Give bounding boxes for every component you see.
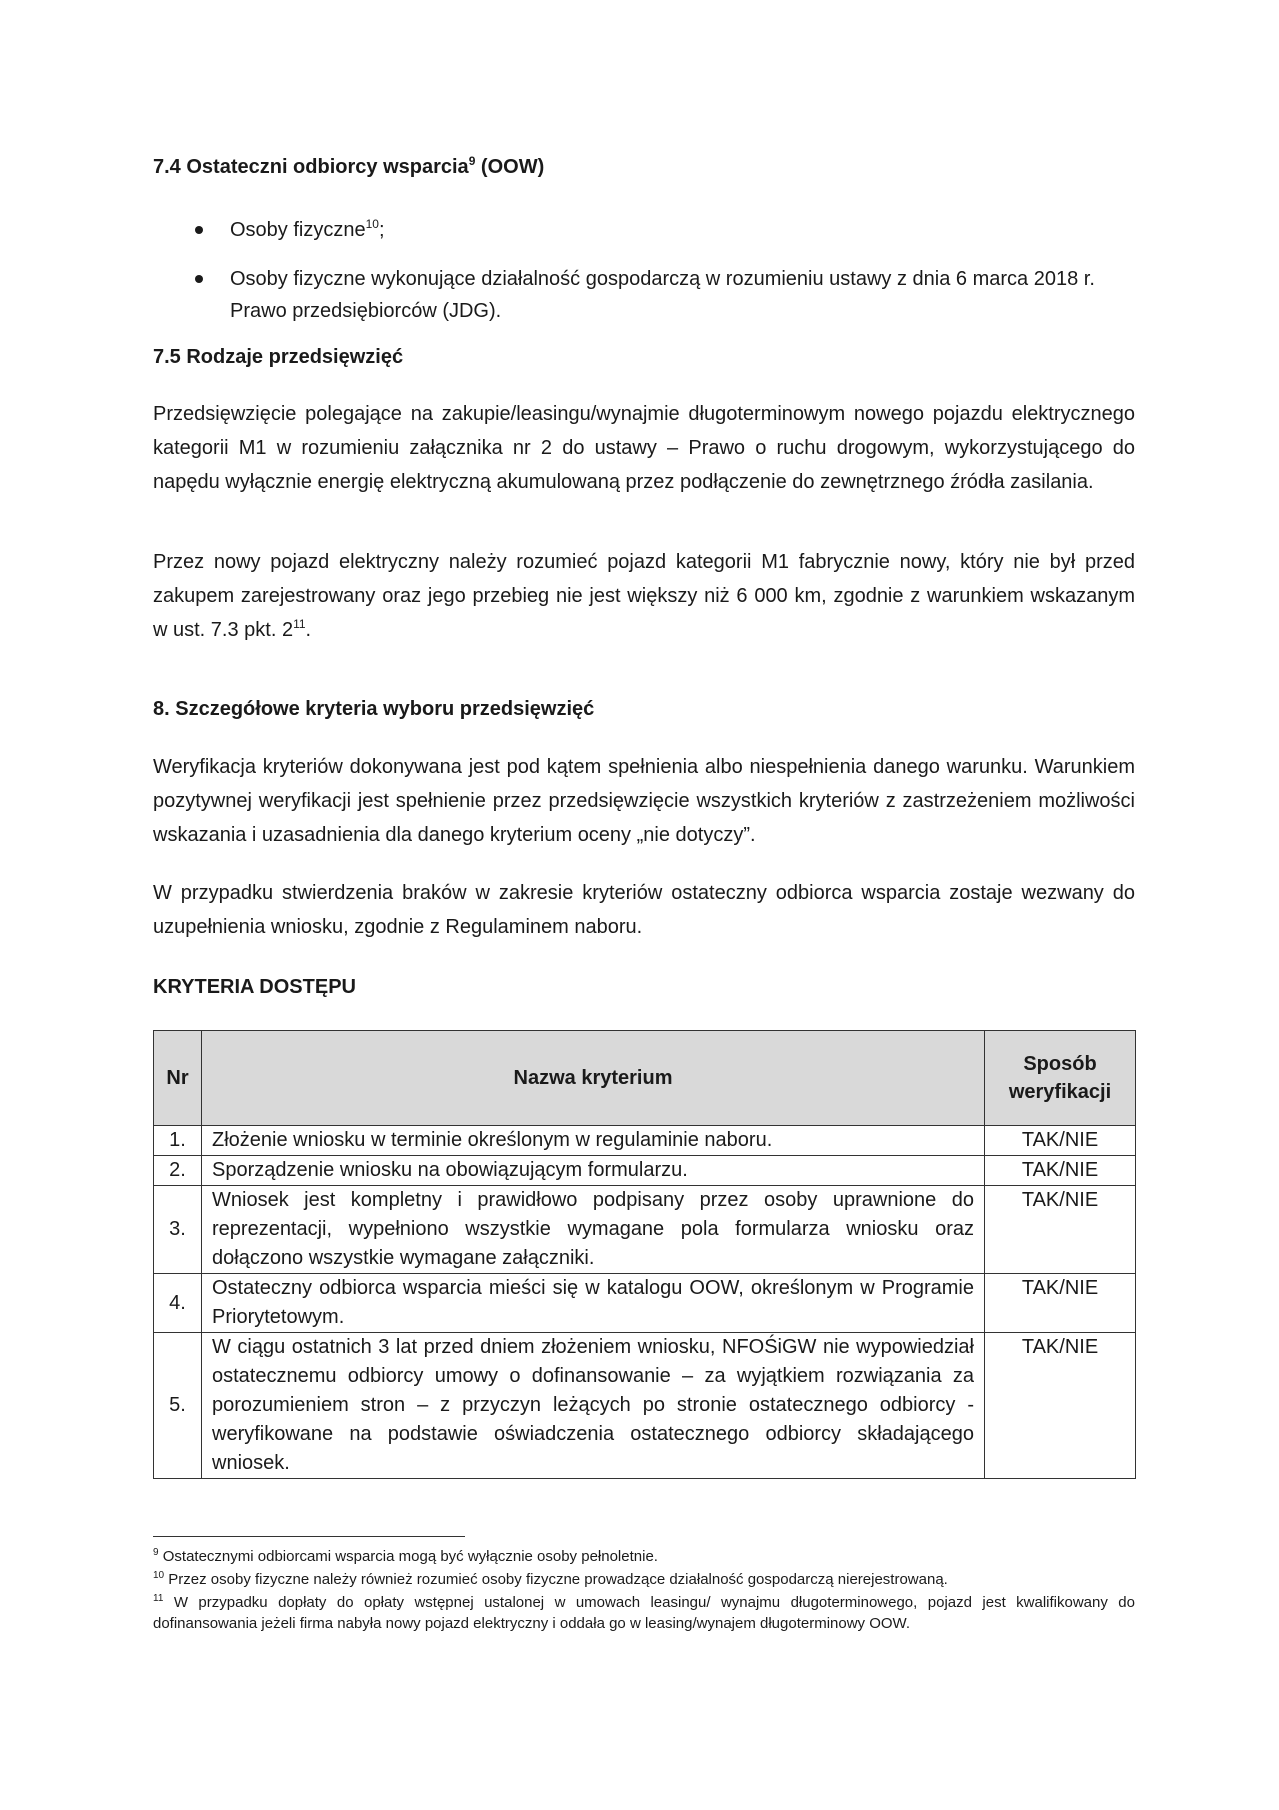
section-7-4-bullet-list [153,214,1135,246]
section-7-5-paragraph-1: Przedsięwzięcie polegające na zakupie/leasingu/wynajmie długoterminowym nowego pojazdu elektrycznego kategorii M1 w rozumieniu załącznika nr 2 do ustawy – Prawo o ruchu drogowym, wykorzystującego do napędu wyłącznie energię elektryczną akumulowaną przez podłączenie do zewnętrznego źródła zasilania. [153,403,1135,493]
bullet-icon [195,226,203,234]
bullet-text: Osoby fizyczne [230,219,366,241]
table-header-row [154,1031,1136,1126]
verification-method: TAK/NIE [985,1186,1136,1274]
criterion-name: W ciągu ostatnich 3 lat przed dniem złożeniem wniosku, NFOŚiGW nie wypowiedział ostatecznemu odbiorcy umowy o dofinansowanie – za wyjątkiem rozwiązania za porozumieniem stron – z przyczyn leżących po stronie ostatecznego odbiorcy - weryfikowane na podstawie oświadczenia ostatecznego odbiorcy składającego wniosek. [202,1333,985,1479]
column-header-name: Nazwa kryterium [202,1031,985,1126]
criteria-table-wrapper [153,1030,1135,1479]
table-row [154,1186,1136,1274]
section-8-heading: 8. Szczegółowe kryteria wyboru przedsięwzięć [153,698,595,720]
row-number: 5. [154,1333,202,1479]
footnote-text: W przypadku dopłaty do opłaty wstępnej ustalonej w umowach leasingu/ wynajmu długoterminowego, pojazd jest kwalifikowany do dofinansowania jeżeli firma nabyła nowy pojazd elektryczny i oddała go w leasing/wynajem długoterminowy OOW. [153,1594,1135,1632]
verification-method: TAK/NIE [985,1274,1136,1333]
section-8-paragraph-1: Weryfikacja kryteriów dokonywana jest pod kątem spełnienia albo niespełnienia danego warunku. Warunkiem pozytywnej weryfikacji jest spełnienie przez przedsięwzięcie wszystkich kryteriów z zastrzeżeniem możliwości wskazania i uzasadnienia dla danego kryterium oceny „nie dotyczy”. [153,756,1135,846]
footnote-number: 11 [153,1593,164,1604]
table-row [154,1274,1136,1333]
section-7-5-heading: 7.5 Rodzaje przedsięwzięć [153,346,404,368]
column-header-verification: Sposób weryfikacji [985,1031,1136,1126]
bullet-suffix: ; [378,219,385,241]
section-8-paragraph-2: W przypadku stwierdzenia braków w zakresie kryteriów ostateczny odbiorca wsparcia zostaje wezwany do uzupełnienia wniosku, zgodnie z Regulaminem naboru. [153,882,1135,938]
column-header-nr: Nr [154,1031,202,1126]
section-7-4-heading-suffix: (OOW) [475,156,545,178]
footnote-9 [153,1546,1135,1567]
table-row [154,1126,1136,1156]
criterion-name: Sporządzenie wniosku na obowiązującym formularzu. [202,1156,985,1186]
criteria-table [153,1030,1136,1479]
list-item [153,214,1135,246]
paragraph-suffix: . [305,619,312,641]
paragraph-text: Przez nowy pojazd elektryczny należy rozumieć pojazd kategorii M1 fabrycznie nowy, który nie był przed zakupem zarejestrowany oraz jego przebieg nie jest większy niż 6 000 km, zgodnie z warunkiem wskazanym w ust. 7.3 pkt. 2 [153,551,1135,641]
footnote-separator [153,1536,465,1537]
criterion-name: Ostateczny odbiorca wsparcia mieści się w katalogu OOW, określonym w Programie Priorytetowym. [202,1274,985,1333]
criterion-name: Złożenie wniosku w terminie określonym w regulaminie naboru. [202,1126,985,1156]
footnote-text: Ostatecznymi odbiorcami wsparcia mogą być wyłącznie osoby pełnoletnie. [158,1548,658,1565]
verification-method: TAK/NIE [985,1126,1136,1156]
row-number: 1. [154,1126,202,1156]
row-number: 4. [154,1274,202,1333]
footnote-number: 9 [153,1547,159,1558]
footnote-11 [153,1592,1135,1634]
row-number: 3. [154,1186,202,1274]
bullet-icon [195,275,203,283]
footnote-ref-11[interactable]: 11 [293,617,306,631]
footnote-text: Przez osoby fizyczne należy również rozumieć osoby fizyczne prowadzące działalność gospodarczą nierejestrowaną. [164,1571,948,1588]
list-item [153,263,1135,327]
footnote-ref-10[interactable]: 10 [365,217,379,231]
criterion-name: Wniosek jest kompletny i prawidłowo podpisany przez osoby uprawnione do reprezentacji, wypełniono wszystkie wymagane pola formularza wniosku oraz dołączono wszystkie wymagane załączniki. [202,1186,985,1274]
verification-method: TAK/NIE [985,1156,1136,1186]
verification-method: TAK/NIE [985,1333,1136,1479]
footnote-10 [153,1569,1135,1590]
section-7-5-paragraph-2 [153,545,1135,647]
table-title: KRYTERIA DOSTĘPU [153,976,356,998]
section-7-4-heading-text: 7.4 Ostateczni odbiorcy wsparcia [153,156,469,178]
table-row [154,1333,1136,1479]
section-7-4-heading [153,155,1135,179]
section-7-4-bullet-list-2 [153,263,1135,327]
footnote-ref-9[interactable]: 9 [468,154,476,168]
row-number: 2. [154,1156,202,1186]
footnote-number: 10 [153,1570,165,1581]
table-row [154,1156,1136,1186]
bullet-text: Osoby fizyczne wykonujące działalność gospodarczą w rozumieniu ustawy z dnia 6 marca 2018 r. Prawo przedsiębiorców (JDG). [230,268,1095,322]
